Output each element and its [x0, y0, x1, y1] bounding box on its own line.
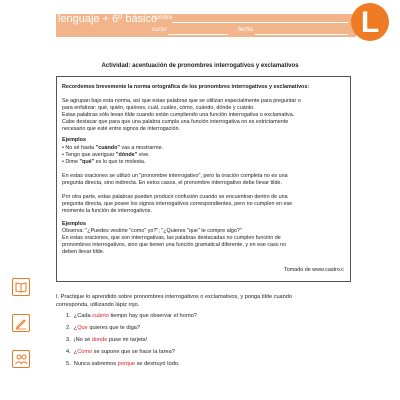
worksheet-header — [0, 0, 400, 50]
exercise-item: 2. ¿Que quieres que te diga? — [66, 325, 141, 331]
activity-title: Actividad: acentuación de pronombres interrogativos y exclamativos — [101, 63, 299, 69]
para3-line: pregunta directa, que posee los signos interrogativos correspondientes, pero no cumplen en ese — [62, 201, 293, 207]
pencil-icon-svg — [13, 315, 29, 331]
examples2-title: Ejemplos — [62, 221, 86, 227]
date-line[interactable] — [255, 34, 348, 35]
box-heading: Recordemos brevemente la norma ortográfica de los pronombres interrogativos y exclamativos: — [62, 84, 310, 90]
example-item: • No sé hasta "cuándo" vas a mostrarme. — [62, 145, 164, 151]
subject-label: lenguaje + 6º básico — [58, 13, 158, 25]
name-label: nombre — [152, 15, 173, 21]
example-item: • Tengo que averiguar "dónde" vive. — [62, 152, 150, 158]
examples2-line: Observa: "¿Puedes vestirte "como" yo?"; "¿Quieres "que" te compre algo?" — [62, 228, 242, 234]
people-icon-svg — [13, 351, 29, 367]
para1-line: Cabe destacar que para que una palabra cumpla una función interrogativa no es estrictamente — [62, 119, 289, 125]
instruction-line: I. Practique lo aprendido sobre pronombres interrogativos o exclamativos, y ponga tilde cuando — [56, 294, 293, 300]
book-icon — [12, 278, 30, 296]
para3-line: Por otra parte, estas palabras pueden producir confusión cuando se encuentran dentro de una — [62, 194, 288, 200]
book-icon-svg — [13, 279, 29, 295]
rule-box — [56, 76, 351, 282]
para1-line: Se agrupan bajo esta norma, así que estas palabras que se utilizan especialmente para preguntar o — [62, 98, 301, 104]
para2-line: En estas oraciones se utilizó un "pronombre interrogativo", pero la oración completa no es una — [62, 173, 288, 179]
pencil-icon — [12, 314, 30, 332]
para4-line: deben llevar tilde. — [62, 249, 105, 255]
exercise-item: 3. ¡No sé donde puse mi tarjeta! — [66, 337, 148, 343]
source-credit: Tomado de www.castro.c — [284, 267, 344, 273]
para1-line: para enfatizar: qué, quién, quiénes, cuál, cuáles, cómo, cuándo, dónde y cuánto. — [62, 105, 255, 111]
para2-line: pregunta directa, sino indirecta. En estos casos, el pronombre interrogativo debe llevar tilde. — [62, 180, 282, 186]
para4-line: En estas oraciones, que son interrogativas, las palabras destacadas no cumplen función de — [62, 235, 281, 241]
sidebar-icons — [0, 270, 40, 400]
para4-line: pronombres interrogativos, sino que tienen una función gramatical diferente, y en ese caso no — [62, 242, 287, 248]
logo-letter: L — [360, 6, 380, 39]
para1-line: Estas palabras sólo levan tilde cuando están cumpliendo una función interrogativa o exclamativa. — [62, 112, 295, 118]
subject-logo — [351, 3, 389, 41]
course-label: curso — [152, 27, 167, 33]
people-icon — [12, 350, 30, 368]
course-line[interactable] — [168, 34, 228, 35]
examples-title: Ejemplos — [62, 137, 86, 143]
instruction-line: corresponda, utilizando lápiz rojo. — [56, 302, 140, 308]
para3-line: momento la función de interrogativos. — [62, 208, 152, 214]
name-line[interactable] — [172, 22, 348, 23]
exercise-item: 4. ¿Como se supone que se hace la tarea? — [66, 349, 175, 355]
exercise-item: 1. ¿Cada cuánto tiempo hay que observar el horno? — [66, 313, 197, 319]
date-label: fecha — [238, 27, 253, 33]
example-item: • Dime "qué" es lo que te molesta. — [62, 159, 146, 165]
exercise-item: 5. Nunca sabremos porque se destruyó todo. — [66, 361, 180, 367]
para1-line: necesario que esté entre signos de interrogación. — [62, 126, 181, 132]
